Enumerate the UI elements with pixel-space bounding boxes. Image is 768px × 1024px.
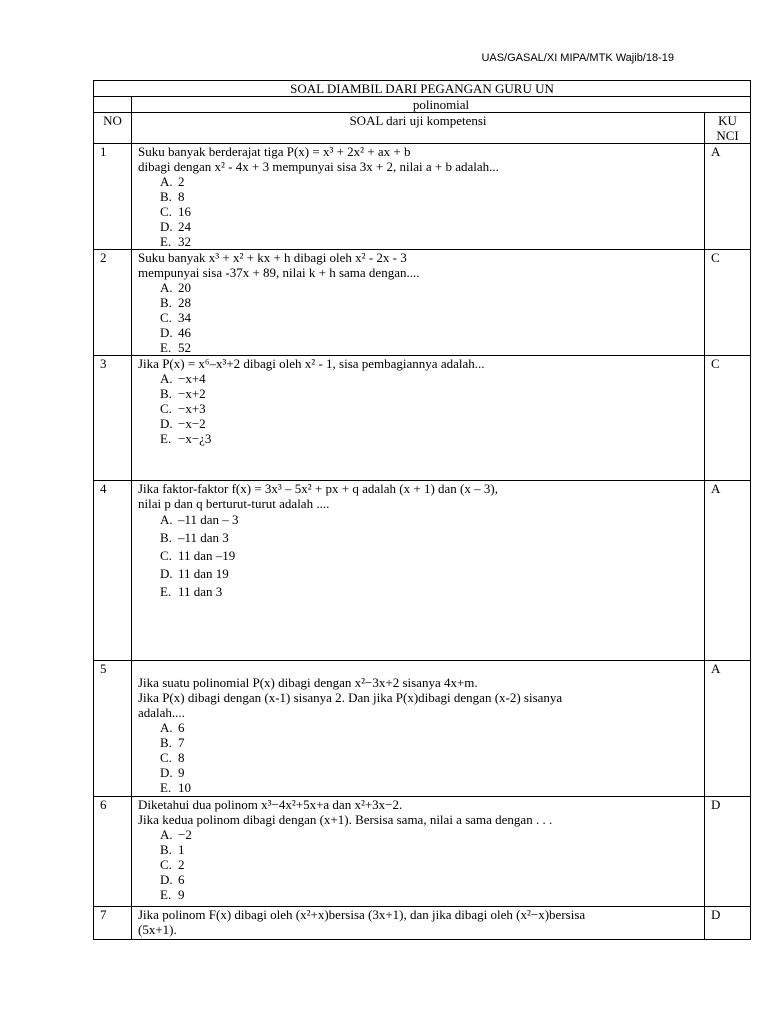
answer-option xyxy=(160,857,698,872)
option-letter: B. xyxy=(160,842,172,857)
empty-cell xyxy=(94,97,132,113)
question-number: 4 xyxy=(94,481,132,661)
option-letter: D. xyxy=(160,872,173,887)
column-header-kunci xyxy=(705,113,751,144)
option-letter: E. xyxy=(160,780,172,795)
option-letter: E. xyxy=(160,431,172,446)
answer-option xyxy=(160,887,698,902)
answer-option xyxy=(160,386,698,401)
answer-option xyxy=(160,204,698,219)
question-line: Suku banyak berderajat tiga P(x) = x³ + 2x² + ax + b xyxy=(138,144,411,159)
question-text-cell xyxy=(132,907,705,940)
answer-option xyxy=(160,529,698,547)
option-value: 52 xyxy=(178,340,191,355)
answer-option xyxy=(160,340,698,355)
option-value: 46 xyxy=(178,325,191,340)
answer-options xyxy=(138,511,698,601)
answer-option xyxy=(160,780,698,795)
answer-options xyxy=(138,280,698,355)
answer-key: A xyxy=(705,144,751,250)
answer-options xyxy=(138,174,698,249)
option-value: –11 dan 3 xyxy=(178,530,229,545)
question-text-cell xyxy=(132,144,705,250)
option-value: 2 xyxy=(178,857,185,872)
question-table xyxy=(93,80,751,940)
answer-option xyxy=(160,189,698,204)
option-value: 24 xyxy=(178,219,191,234)
answer-option xyxy=(160,547,698,565)
question-rows xyxy=(94,144,751,940)
option-value: 28 xyxy=(178,295,191,310)
option-letter: E. xyxy=(160,584,172,599)
answer-option xyxy=(160,565,698,583)
answer-option xyxy=(160,174,698,189)
answer-option xyxy=(160,583,698,601)
answer-option xyxy=(160,416,698,431)
question-line: mempunyai sisa -37x + 89, nilai k + h sama dengan.... xyxy=(138,265,420,280)
column-header-kunci-line2: NCI xyxy=(716,128,739,143)
option-letter: D. xyxy=(160,765,173,780)
option-letter: A. xyxy=(160,371,173,386)
question-number: 2 xyxy=(94,250,132,356)
answer-options xyxy=(138,827,698,902)
answer-option xyxy=(160,280,698,295)
option-letter: B. xyxy=(160,530,172,545)
option-letter: E. xyxy=(160,234,172,249)
answer-option xyxy=(160,325,698,340)
option-letter: E. xyxy=(160,887,172,902)
option-value: 11 dan –19 xyxy=(178,548,236,563)
option-letter: C. xyxy=(160,401,172,416)
question-line: Jika polinom F(x) dibagi oleh (x²+x)bersisa (3x+1), dan jika dibagi oleh (x²−x)bersisa xyxy=(138,907,586,922)
option-value: 6 xyxy=(178,720,185,735)
option-value: 20 xyxy=(178,280,191,295)
table-title: SOAL DIAMBIL DARI PEGANGAN GURU UN xyxy=(94,81,751,97)
question-row xyxy=(94,797,751,907)
answer-key: D xyxy=(705,907,751,940)
answer-options xyxy=(138,720,698,795)
option-value: −x+3 xyxy=(178,401,206,416)
table-subtitle: polinomial xyxy=(132,97,751,113)
option-value: 9 xyxy=(178,887,185,902)
column-header-soal: SOAL dari uji kompetensi xyxy=(132,113,705,144)
answer-option xyxy=(160,234,698,249)
question-line: Jika faktor-faktor f(x) = 3x³ – 5x² + px + q adalah (x + 1) dan (x – 3), xyxy=(138,481,498,496)
option-letter: B. xyxy=(160,735,172,750)
option-letter: D. xyxy=(160,416,173,431)
option-value: 1 xyxy=(178,842,185,857)
question-number: 1 xyxy=(94,144,132,250)
question-line: Jika suatu polinomial P(x) dibagi dengan x²−3x+2 sisanya 4x+m. xyxy=(138,675,478,690)
option-letter: B. xyxy=(160,189,172,204)
option-value: 2 xyxy=(178,174,185,189)
answer-option xyxy=(160,872,698,887)
question-number: 5 xyxy=(94,661,132,797)
question-line: nilai p dan q berturut-turut adalah .... xyxy=(138,496,330,511)
option-value: 11 dan 3 xyxy=(178,584,223,599)
option-letter: A. xyxy=(160,720,173,735)
option-value: 11 dan 19 xyxy=(178,566,229,581)
option-letter: C. xyxy=(160,750,172,765)
question-line: dibagi dengan x² - 4x + 3 mempunyai sisa 3x + 2, nilai a + b adalah... xyxy=(138,159,499,174)
answer-key: A xyxy=(705,661,751,797)
option-value: 16 xyxy=(178,204,191,219)
answer-option xyxy=(160,735,698,750)
option-letter: A. xyxy=(160,280,173,295)
question-number: 3 xyxy=(94,356,132,481)
question-line: Suku banyak x³ + x² + kx + h dibagi oleh x² - 2x - 3 xyxy=(138,250,407,265)
answer-options xyxy=(138,371,698,446)
question-line: Jika kedua polinom dibagi dengan (x+1). Bersisa sama, nilai a sama dengan . . . xyxy=(138,812,553,827)
question-line: adalah.... xyxy=(138,705,185,720)
answer-option xyxy=(160,750,698,765)
option-letter: B. xyxy=(160,295,172,310)
question-row xyxy=(94,907,751,940)
column-header-no: NO xyxy=(94,113,132,144)
option-letter: D. xyxy=(160,325,173,340)
option-value: 7 xyxy=(178,735,185,750)
question-text-cell xyxy=(132,661,705,797)
question-row xyxy=(94,250,751,356)
column-header-kunci-line1: KU xyxy=(718,113,737,128)
option-letter: C. xyxy=(160,857,172,872)
option-letter: A. xyxy=(160,827,173,842)
option-letter: C. xyxy=(160,548,172,563)
question-number: 6 xyxy=(94,797,132,907)
question-row xyxy=(94,356,751,481)
option-letter: C. xyxy=(160,204,172,219)
document-code-header: UAS/GASAL/XI MIPA/MTK Wajib/18-19 xyxy=(481,52,674,64)
question-row xyxy=(94,144,751,250)
answer-option xyxy=(160,295,698,310)
answer-option xyxy=(160,219,698,234)
option-value: 34 xyxy=(178,310,191,325)
question-line: Diketahui dua polinom x³−4x²+5x+a dan x²+3x−2. xyxy=(138,797,403,812)
option-value: −x−2 xyxy=(178,416,206,431)
answer-option xyxy=(160,371,698,386)
option-value: −x−¿3 xyxy=(178,431,212,446)
answer-key: C xyxy=(705,356,751,481)
answer-key: C xyxy=(705,250,751,356)
option-value: 8 xyxy=(178,750,185,765)
answer-option xyxy=(160,842,698,857)
question-text-cell xyxy=(132,356,705,481)
option-letter: A. xyxy=(160,174,173,189)
answer-option xyxy=(160,827,698,842)
option-value: −x+4 xyxy=(178,371,206,386)
question-line: Jika P(x) = x⁶–x³+2 dibagi oleh x² - 1, sisa pembagiannya adalah... xyxy=(138,356,485,371)
option-value: –11 dan – 3 xyxy=(178,512,239,527)
answer-option xyxy=(160,765,698,780)
answer-option xyxy=(160,401,698,416)
answer-option xyxy=(160,720,698,735)
option-value: 9 xyxy=(178,765,185,780)
question-row xyxy=(94,481,751,661)
option-value: 8 xyxy=(178,189,185,204)
option-letter: C. xyxy=(160,310,172,325)
question-row xyxy=(94,661,751,797)
option-letter: B. xyxy=(160,386,172,401)
answer-option xyxy=(160,431,698,446)
option-letter: E. xyxy=(160,340,172,355)
option-value: −x+2 xyxy=(178,386,206,401)
question-text-cell xyxy=(132,481,705,661)
option-value: −2 xyxy=(178,827,192,842)
answer-key: D xyxy=(705,797,751,907)
question-text-cell xyxy=(132,797,705,907)
answer-option xyxy=(160,310,698,325)
answer-option xyxy=(160,511,698,529)
question-number: 7 xyxy=(94,907,132,940)
question-line: Jika P(x) dibagi dengan (x-1) sisanya 2. Dan jika P(x)dibagi dengan (x-2) sisanya xyxy=(138,690,563,705)
option-value: 6 xyxy=(178,872,185,887)
option-letter: A. xyxy=(160,512,173,527)
option-value: 10 xyxy=(178,780,191,795)
question-line: (5x+1). xyxy=(138,922,177,937)
option-letter: D. xyxy=(160,566,173,581)
option-letter: D. xyxy=(160,219,173,234)
question-text-cell xyxy=(132,250,705,356)
option-value: 32 xyxy=(178,234,191,249)
answer-key: A xyxy=(705,481,751,661)
